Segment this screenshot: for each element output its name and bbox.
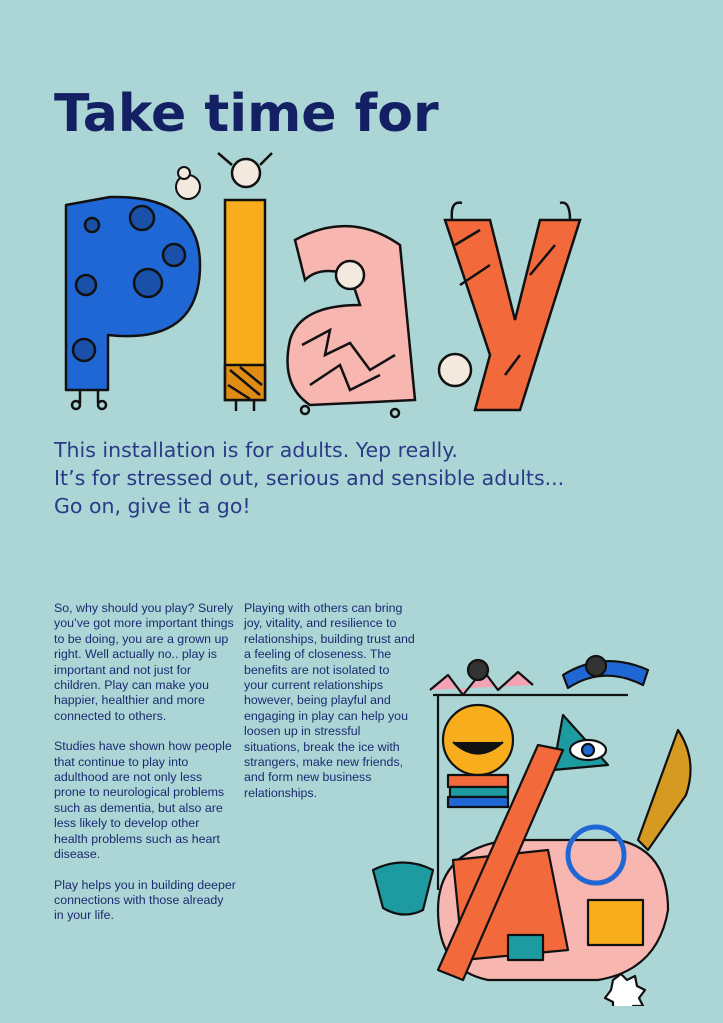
letter-p: [66, 197, 200, 409]
paragraph: So, why should you play? Surely you’ve got more important things to be doing, you are a grown up right. Well actually no.. play is important and not just for children. Play can make you happier, healthier and more connected to others.: [54, 601, 234, 723]
intro-text: [54, 436, 674, 520]
intro-line-2: It’s for stressed out, serious and sensible adults...: [54, 466, 565, 490]
letter-l: [218, 153, 272, 411]
headline: Take time for: [54, 84, 439, 144]
intro-line-3: Go on, give it a go!: [54, 494, 251, 518]
paragraph: Play helps you in building deeper connections with those already in your life.: [54, 877, 236, 923]
paragraph: Studies have shown how people that continue to play into adulthood are not only less prone to neurological problems such as dementia, but also are less likely to develop other health problems such as heart disease.: [54, 739, 232, 862]
body-column-1: [54, 601, 236, 939]
letter-y: [439, 203, 580, 410]
peeking-figure-p: [176, 167, 200, 199]
intro-line-1: This installation is for adults. Yep really.: [54, 438, 458, 462]
play-machine-illustration: [368, 650, 714, 1006]
play-word-illustration: [50, 145, 610, 425]
letter-a: [288, 226, 416, 417]
paragraph: Playing with others can bring joy, vitality, and resilience to relationships, building trust and a feeling of closeness. The benefits are not isolated to your current relationships however, being playful and engaging in play can help you loosen up in stressful situations, break the ice with strangers, make new friends, and form new business relationships.: [244, 601, 415, 800]
